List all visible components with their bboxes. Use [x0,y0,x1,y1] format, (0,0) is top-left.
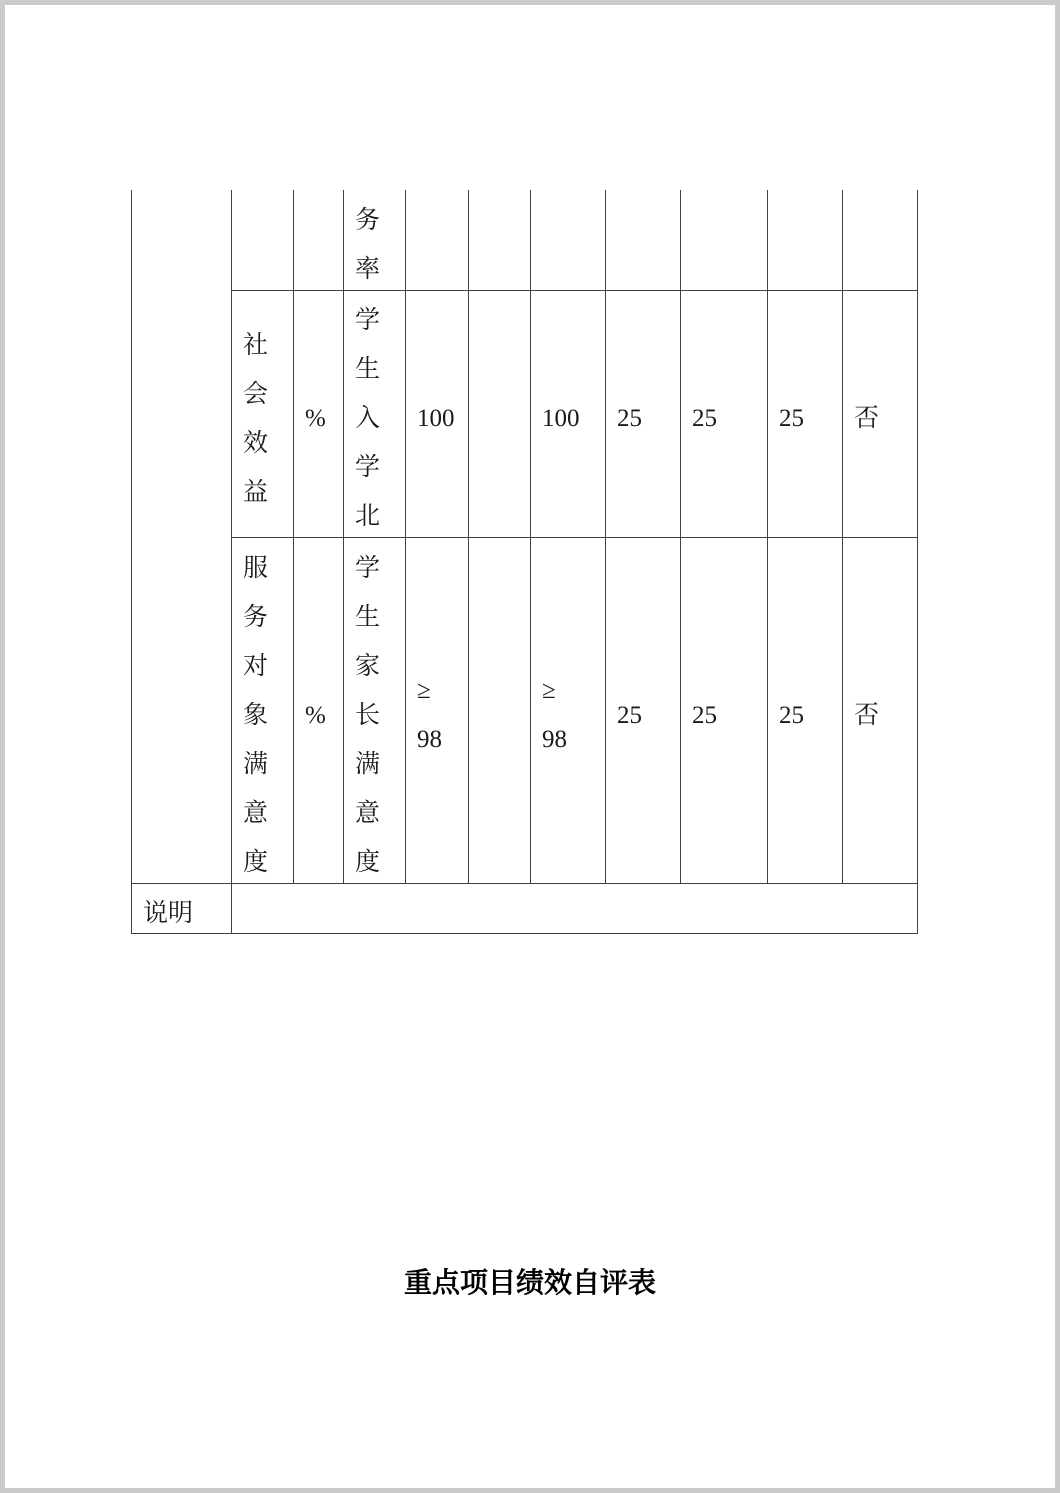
cell-value: 98 [417,726,442,753]
table-cell [606,290,681,537]
cell-text: 25 [692,405,717,432]
table-cell [606,537,681,883]
page-title: 重点项目绩效自评表 [403,1266,656,1299]
table-cell [531,537,606,883]
table-cell [843,190,918,290]
table-cell [232,537,294,883]
note-content-cell [232,883,918,933]
cell-text: 25 [617,405,642,432]
cell-text: 学生家长满意度 [355,554,381,876]
cell-text: 务率 [355,206,381,283]
cell-text: 100 [417,405,455,432]
table-row [132,537,918,883]
cell-text: 25 [779,405,804,432]
table-cell [406,537,469,883]
note-label-cell [132,883,232,933]
table-cell [469,190,531,290]
table-cell [531,190,606,290]
cell-text: % [305,405,326,432]
cell-text: % [305,701,326,729]
table-cell [344,290,406,537]
cell-value: 98 [542,726,567,753]
cell-text: 25 [692,701,717,729]
cell-text: 否 [854,701,880,729]
table-cell [469,290,531,537]
cell-text: 25 [617,701,642,729]
table-cell [681,290,768,537]
table-cell [344,537,406,883]
cell-text: 社会效益 [243,331,269,506]
table-cell [606,190,681,290]
cell-text: 服务对象满意度 [243,554,269,876]
table-cell [469,537,531,883]
cell-text: 学生入学北 [355,307,381,530]
table-cell [843,290,918,537]
table-cell [232,190,294,290]
note-row [132,883,918,933]
table-cell [531,290,606,537]
cell-text: 否 [854,405,880,432]
table-cell [768,290,843,537]
merged-category-cell [132,190,232,883]
table-cell [768,190,843,290]
indicator-table [131,190,918,934]
note-label: 说明 [143,899,194,927]
table-cell [768,537,843,883]
table-cell [294,537,344,883]
table-cell [406,290,469,537]
table-row [132,190,918,290]
table-row [132,290,918,537]
comparison-operator: ≥ [542,677,556,704]
table-cell [681,190,768,290]
table-cell [232,290,294,537]
table-cell [406,190,469,290]
cell-text: 100 [542,405,580,432]
comparison-operator: ≥ [417,677,431,704]
table-cell [681,537,768,883]
table-cell [294,190,344,290]
table-cell [294,290,344,537]
table-cell [344,190,406,290]
cell-text: 25 [779,701,804,729]
table-cell [843,537,918,883]
